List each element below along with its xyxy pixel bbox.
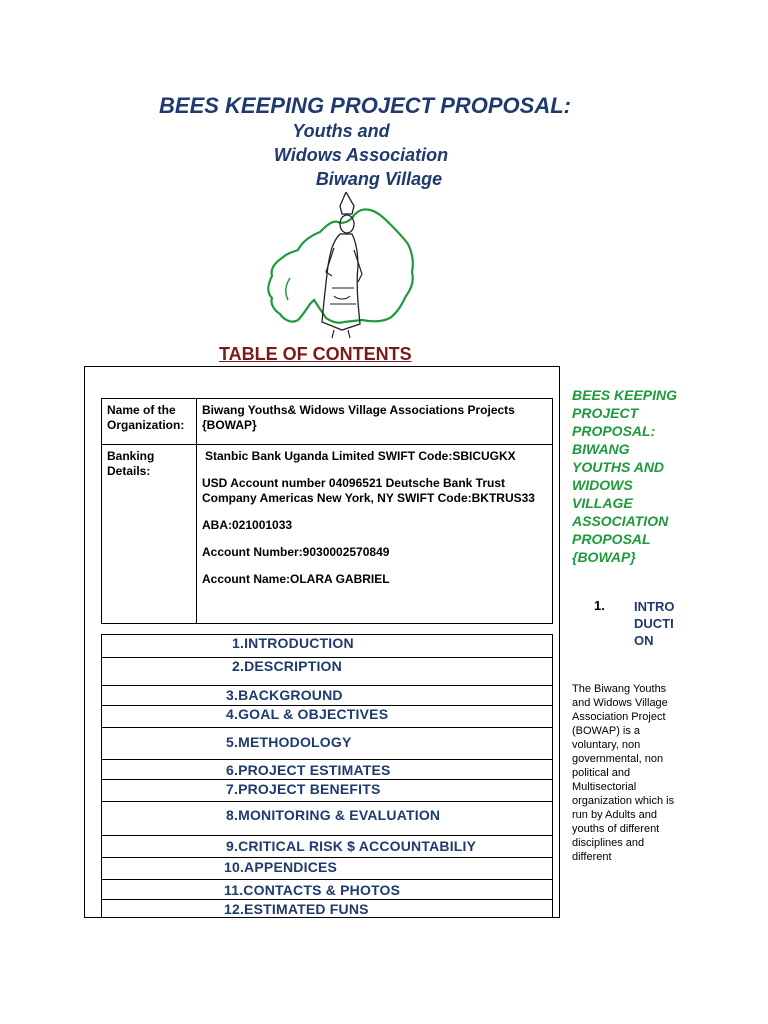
- toc-item-project-benefits[interactable]: 7.PROJECT BENEFITS: [226, 781, 381, 797]
- subtitle-line-1: Youths and: [292, 121, 390, 141]
- account-name: Account Name:OLARA GABRIEL: [202, 572, 390, 586]
- banking-details: [197, 445, 553, 624]
- table-row: [102, 399, 553, 445]
- org-name-label: Name of the Organization:: [102, 399, 197, 445]
- intro-paragraph: The Biwang Youths and Widows Village Association Project (BOWAP) is a voluntary, non governmental, non political and Multisectorial organization which is run by Adults and youths of different disciplines and different: [572, 683, 675, 863]
- document-title: BEES KEEPING PROJECT PROPOSAL:: [159, 93, 571, 118]
- banking-label: Banking Details:: [102, 445, 197, 624]
- bank-line: Stanbic Bank Uganda Limited SWIFT Code:SBICUGKX: [205, 449, 516, 463]
- sidebar-title: BEES KEEPING PROJECT PROPOSAL: BIWANG YOUTHS AND WIDOWS VILLAGE ASSOCIATION PROPOSAL {BOWAP}: [572, 387, 678, 565]
- toc-item-appendices[interactable]: 10.APPENDICES: [224, 859, 338, 875]
- toc-item-estimated-funs[interactable]: 12.ESTIMATED FUNS: [224, 901, 369, 917]
- uganda-map-woman-figure-icon: [262, 192, 416, 344]
- toc-item-background[interactable]: 3.BACKGROUND: [226, 687, 343, 703]
- usd-account: USD Account number 04096521 Deutsche Bank Trust Company Americas New York, NY SWIFT Code:BKTRUS33: [202, 476, 535, 505]
- toc-item-contacts-photos[interactable]: 11.CONTACTS & PHOTOS: [224, 882, 401, 898]
- toc-item-monitoring-evaluation[interactable]: 8.MONITORING & EVALUATION: [226, 807, 441, 823]
- toc-item-methodology[interactable]: 5.METHODOLOGY: [226, 734, 352, 750]
- section-number: 1.: [594, 598, 605, 613]
- account-number: Account Number:9030002570849: [202, 545, 390, 559]
- toc-item-project-estimates[interactable]: 6.PROJECT ESTIMATES: [226, 762, 391, 778]
- toc-item-description[interactable]: 2.DESCRIPTION: [232, 658, 342, 674]
- table-row: [102, 445, 553, 624]
- subtitle-line-3: Biwang Village: [315, 169, 443, 189]
- org-name-value: Biwang Youths& Widows Village Associations Projects {BOWAP}: [197, 399, 553, 445]
- subtitle-line-2: Widows Association: [273, 145, 449, 165]
- toc-item-goal-objectives[interactable]: 4.GOAL & OBJECTIVES: [226, 706, 389, 722]
- toc-item-introduction[interactable]: 1.INTRODUCTION: [232, 635, 354, 651]
- section-title: INTRODUCTION: [634, 599, 675, 648]
- aba-number: ABA:021001033: [202, 518, 293, 532]
- toc-heading: TABLE OF CONTENTS: [219, 344, 412, 364]
- toc-item-critical-risk[interactable]: 9.CRITICAL RISK $ ACCOUNTABILIY: [226, 838, 477, 854]
- organization-details-table: [101, 398, 553, 624]
